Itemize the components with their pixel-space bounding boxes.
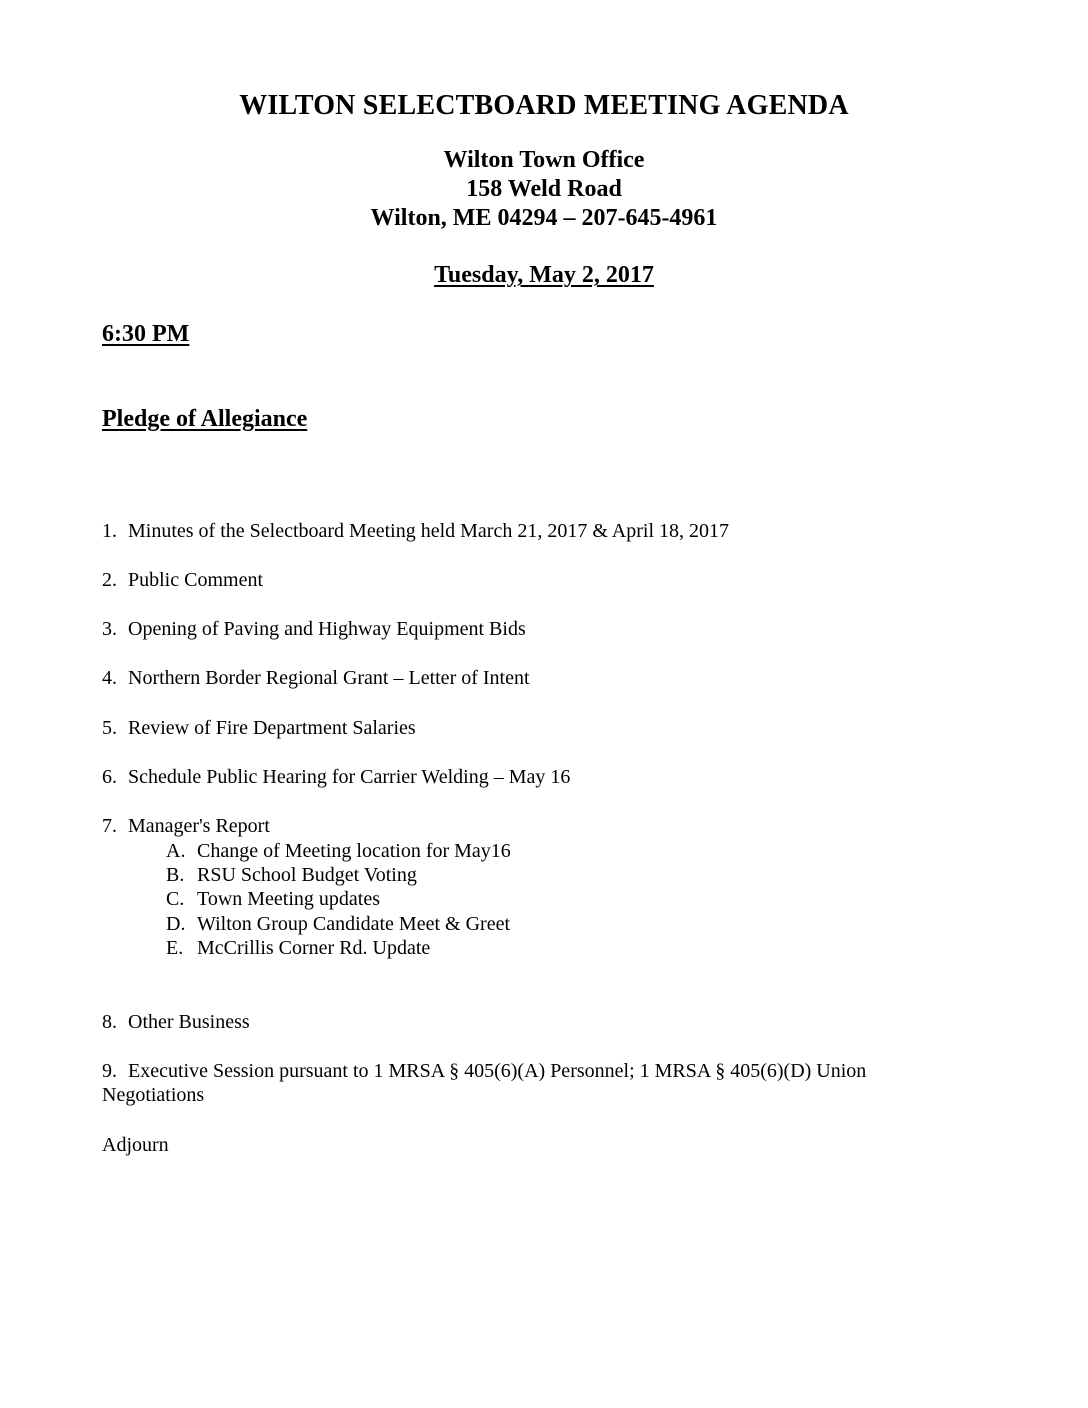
agenda-subitem-letter: D. (166, 913, 186, 935)
agenda-subitem-text: Change of Meeting location for May16 (197, 840, 511, 862)
agenda-item (102, 519, 729, 543)
agenda-item (102, 1059, 866, 1083)
agenda-item (102, 765, 570, 789)
agenda-item-number: 1. (102, 520, 117, 542)
agenda-subitem-text: Wilton Group Candidate Meet & Greet (197, 913, 510, 935)
document-title: WILTON SELECTBOARD MEETING AGENDA (239, 90, 849, 121)
agenda-item (102, 1010, 250, 1034)
office-street: 158 Weld Road (466, 176, 622, 202)
agenda-item-number: 4. (102, 667, 117, 689)
agenda-subitem-letter: E. (166, 937, 184, 959)
agenda-subitem (166, 936, 430, 960)
meeting-date-line (0, 260, 1088, 290)
agenda-item-number: 5. (102, 717, 117, 739)
office-name: Wilton Town Office (443, 147, 645, 173)
agenda-item (102, 568, 263, 592)
agenda-item-text: Opening of Paving and Highway Equipment Bids (128, 618, 526, 640)
agenda-subitem-letter: A. (166, 840, 186, 862)
agenda-item-text: Other Business (128, 1011, 250, 1033)
agenda-subitem (166, 863, 417, 887)
meeting-time: 6:30 PM (102, 321, 190, 347)
agenda-item-text: Executive Session pursuant to 1 MRSA § 405(6)(A) Personnel; 1 MRSA § 405(6)(D) Union (128, 1060, 867, 1082)
meeting-date: Tuesday, May 2, 2017 (434, 262, 654, 288)
agenda-subitem-text: McCrillis Corner Rd. Update (197, 937, 431, 959)
agenda-item-text: Manager's Report (128, 815, 270, 837)
agenda-item-number: 8. (102, 1011, 117, 1033)
agenda-item-number: 7. (102, 815, 117, 837)
agenda-item (102, 666, 530, 690)
adjourn-line: Adjourn (102, 1134, 169, 1156)
agenda-subitem (166, 912, 510, 936)
agenda-subitem-text: RSU School Budget Voting (197, 864, 417, 886)
office-address-block (0, 146, 1088, 233)
agenda-item (102, 716, 416, 740)
agenda-item (102, 814, 270, 838)
agenda-subitem-letter: B. (166, 864, 185, 886)
agenda-item-number: 2. (102, 569, 117, 591)
agenda-item-continuation: Negotiations (102, 1084, 205, 1106)
agenda-subitem (166, 839, 511, 863)
agenda-item-number: 3. (102, 618, 117, 640)
agenda-item (102, 617, 526, 641)
agenda-subitem-letter: C. (166, 888, 185, 910)
agenda-subitem (166, 887, 380, 911)
agenda-item-text: Northern Border Regional Grant – Letter of Intent (128, 667, 530, 689)
agenda-item-text: Schedule Public Hearing for Carrier Welding – May 16 (128, 766, 571, 788)
agenda-item-number: 6. (102, 766, 117, 788)
agenda-subitem-text: Town Meeting updates (197, 888, 381, 910)
agenda-item-text: Review of Fire Department Salaries (128, 717, 416, 739)
agenda-item-text: Minutes of the Selectboard Meeting held March 21, 2017 & April 18, 2017 (128, 520, 730, 542)
agenda-item-number: 9. (102, 1060, 117, 1082)
pledge-heading: Pledge of Allegiance (102, 406, 308, 432)
agenda-item-text: Public Comment (128, 569, 263, 591)
office-city-phone: Wilton, ME 04294 – 207-645-4961 (370, 205, 718, 231)
